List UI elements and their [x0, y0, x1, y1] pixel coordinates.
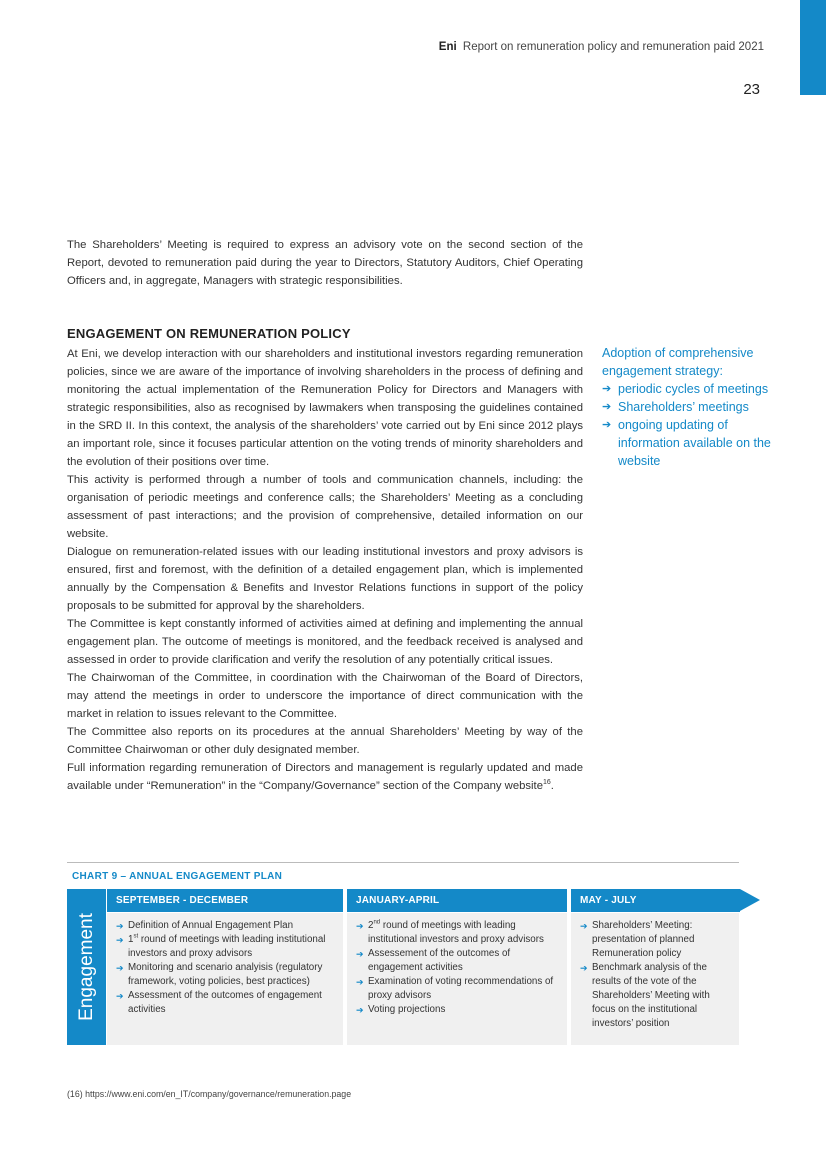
section-title: ENGAGEMENT ON REMUNERATION POLICY — [67, 326, 351, 341]
page-number: 23 — [743, 81, 760, 98]
arrow-right-icon: ➔ — [580, 921, 588, 931]
arrow-right-icon: ➔ — [116, 991, 124, 1001]
arrow-right-icon: ➔ — [116, 921, 124, 931]
arrow-right-icon: ➔ — [602, 383, 612, 395]
side-label-text: Engagement — [75, 913, 97, 1021]
arrow-right-icon: ➔ — [580, 963, 588, 973]
phase-item: ➔ Benchmark analysis of the results of the vote of the Shareholders’ Meeting with focus on the institutional investors’ position — [580, 962, 710, 1029]
arrow-right-icon: ➔ — [356, 921, 364, 931]
body-paragraph: At Eni, we develop interaction with our shareholders and institutional investors regarding remuneration policies, since we are aware of the importance of involving shareholders in the process of defining and monitoring the actual implementation of the Remuneration Policy for Directors and Managers with strategic responsibilities, also as recognised by lawmakers when transposing the guidelines contained in the SRD II. In this context, the analysis of the shareholders’ vote carried out by Eni since 2012 plays an important role, since it focuses particular attention on the voting trends of minority shareholders and the evolution of their positions over time. — [67, 348, 583, 468]
sidebar-item: ➔ periodic cycles of meetings — [602, 382, 769, 396]
body-paragraph: Dialogue on remuneration-related issues with our leading institutional investors and proxy advisors is ensured, first and foremost, with the definition of a detailed engagement plan, which is implemented annually by the Compensation & Benefits and Investor Relations functions in support of the policy proposals to be submitted for approval by the shareholders. — [67, 546, 583, 612]
phase-header-sep-dec: SEPTEMBER - DECEMBER — [107, 889, 343, 912]
page-edge-tab — [800, 0, 826, 95]
arrow-right-icon: ➔ — [116, 935, 124, 945]
phase-box-may-jul — [571, 913, 739, 1045]
phase-item: ➔ Assessement of the outcomes of engagement activities — [356, 948, 511, 973]
phase-header-jan-apr: JANUARY-APRIL — [347, 889, 567, 912]
sidebar-item: ➔ ongoing updating of information available on the website — [602, 418, 771, 468]
arrow-right-icon: ➔ — [356, 1005, 364, 1015]
phase-item: ➔ Voting projections — [356, 1004, 446, 1015]
body-paragraph: This activity is performed through a number of tools and communication channels, including: the organisation of periodic meetings and conference calls; the Shareholders’ Meeting as a concluding assessment of past interactions; and the provision of comprehensive, detailed information on our website. — [67, 474, 583, 540]
footnote: (16) https://www.eni.com/en_IT/company/governance/remuneration.page — [67, 1089, 352, 1099]
arrow-right-icon: ➔ — [356, 977, 364, 987]
arrow-right-icon: ➔ — [356, 949, 364, 959]
body-paragraph-last — [67, 759, 583, 795]
last-paragraph-text: Full information regarding remuneration of Directors and management is regularly updated and made available under “Remuneration” in the “Company/Governance” section of the Company website — [67, 762, 583, 792]
arrow-right-icon: ➔ — [602, 401, 612, 413]
body-paragraph: The Chairwoman of the Committee, in coordination with the Chairwoman of the Board of Directors, may attend the meetings in order to underscore the importance of direct communication with the market in relation to issues relevant to the Committee. — [67, 672, 583, 720]
phase-box-sep-dec — [107, 913, 343, 1045]
sidebar-heading: Adoption of comprehensive engagement strategy: — [602, 346, 754, 378]
phase-item: ➔ 2nd round of meetings with leading institutional investors and proxy advisors — [356, 919, 544, 945]
intro-paragraph: The Shareholders’ Meeting is required to express an advisory vote on the second section of the Report, devoted to remuneration paid during the year to Directors, Statutory Auditors, Chief Operating Officers and, in aggregate, Managers with strategic responsibilities. — [67, 239, 583, 287]
report-title: Report on remuneration policy and remuneration paid 2021 — [462, 41, 764, 53]
phase-box-jan-apr — [347, 913, 567, 1045]
phase-item: ➔ Assessment of the outcomes of engagement activities — [116, 990, 322, 1015]
phase-item: ➔ Monitoring and scenario analyisis (regulatory framework, voting policies, best practices) — [116, 962, 323, 987]
phase-item: ➔ Definition of Annual Engagement Plan — [116, 920, 294, 931]
phase-item: ➔ Shareholders’ Meeting: presentation of planned Remuneration policy — [580, 920, 695, 959]
chart-divider — [67, 862, 739, 863]
sidebar-item: ➔ Shareholders’ meetings — [602, 400, 749, 414]
body-paragraph: The Committee is kept constantly informed of activities aimed at defining and implementing the annual engagement plan. The outcome of meetings is monitored, and the feedback received is analysed and assessed in order to provide clarification and verify the resolution of any potentially critical issues. — [67, 618, 583, 666]
last-paragraph-end: . — [550, 780, 554, 792]
section-body — [67, 345, 583, 795]
phase-item: ➔ Examination of voting recommendations of proxy advisors — [356, 976, 554, 1001]
running-header — [439, 41, 764, 53]
chart-side-label — [67, 889, 106, 1045]
brand-name: Eni — [438, 41, 457, 53]
arrow-right-icon: ➔ — [602, 419, 612, 431]
arrow-right-icon: ➔ — [116, 963, 124, 973]
phase-header-may-jul: MAY - JULY — [571, 889, 740, 912]
sidebar-list — [602, 380, 772, 470]
footnote-reference[interactable]: 16 — [542, 779, 551, 787]
timeline-arrowhead — [740, 889, 760, 911]
chart-title: CHART 9 – ANNUAL ENGAGEMENT PLAN — [72, 871, 283, 882]
body-paragraph: The Committee also reports on its procedures at the annual Shareholders’ Meeting by way of the Committee Chairwoman or other duly designated member. — [67, 726, 583, 756]
phase-item: ➔ 1st round of meetings with leading institutional investors and proxy advisors — [116, 933, 326, 959]
sidebar-callout — [602, 344, 772, 470]
